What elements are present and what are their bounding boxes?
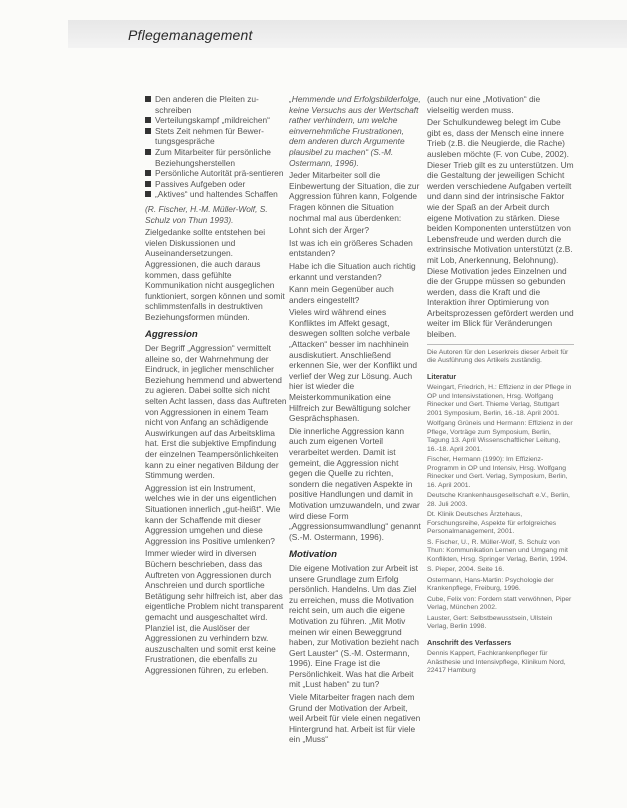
author-note: Die Autoren für den Leserkreis dieser Arbeit für die Ausführung des Artikels zuständig. bbox=[427, 348, 569, 365]
list-item: Verteilungskampf „mildreichen“ bbox=[145, 115, 287, 126]
list-item: Zum Mitarbeiter für persönliche Beziehungsherstellen bbox=[145, 147, 287, 168]
paragraph: Der Begriff „Aggression“ vermittelt alleine so, der Wahrnehmung der Eindruck, in jeglicher menschlicher Beziehung hemmend und abwertend zu agieren. Dabei sollte sich nicht selten Acht lassen, dass das Auftreten von Aggressionen in einem Team nicht von Anfang an schädigende Auswirkungen auf das Arbeitsklima hat. Erst die subjektive Empfindung der einzelnen Teampersönlichkeiten kann zu einer negativen Bildung der Stimmung werden. bbox=[145, 343, 287, 481]
page-title: Pflegemanagement bbox=[128, 27, 253, 43]
reference-item: Ostermann, Hans-Martin: Psychologie der Krankenpflege, Freiburg, 1996. bbox=[427, 576, 554, 593]
question: Habe ich die Situation auch richtig erkannt und verstanden? bbox=[289, 260, 416, 282]
section-heading-aggression: Aggression bbox=[145, 329, 198, 341]
paragraph: Die eigene Motivation zur Arbeit ist unsere Grundlage zum Erfolg persönlich. Handelns. Um das Ziel zu erreichen, muss die Motivation reicht sein, um auch die eigene Motivation zu führen. „Mit Motiv meinen wir einen Beweggrund haben, zur Motivation bezieht nach Gert Lauster“ (S.-M. Ostermann, 1996). Eine Frage ist die Persönlichkeit. Was hat die Arbeit mit „Lust haben“ zu tun? bbox=[289, 562, 419, 690]
list-item: „Aktives“ und haltendes Schaffen bbox=[145, 189, 287, 200]
reference-item: S. Fischer, U., R. Müller-Wolf, S. Schulz von Thun: Kommunikation Lernen und Umgang mit Konflikten, Hrsg. Springer Verlag, Berlin, 1994. bbox=[427, 538, 568, 563]
list-item: Stets Zeit nehmen für Bewer-tungsgespräche bbox=[145, 126, 287, 147]
divider bbox=[427, 344, 574, 345]
reference-item: Wolfgang Grüneis und Hermann: Effizienz in der Pflege, Vorträge zum Symposium, Berlin, Tagung 13. April Wissenschaftlicher Leitung, 16.-18. April 2001. bbox=[427, 420, 573, 453]
reference-item: Fischer, Hermann (1990): Im Effizienz-Programm in OP und Intensiv, Hrsg. Wolfgang Rinecker und Gert. Verlag, Symposium, Berlin, 16. April 2001. bbox=[427, 456, 568, 489]
contact-address: Dennis Kappert, Fachkrankenpfleger für Anästhesie und Intensivpflege, Klinikum Nord, 22417 Hamburg bbox=[427, 650, 566, 675]
reference-item: Cube, Felix von: Fordern statt verwöhnen, Piper Verlag, München 2002. bbox=[427, 595, 572, 612]
paragraph: Jeder Mitarbeiter soll die Einbewertung der Situation, die zur Aggression führen kann, Folgende Fragen können die Situation nochmal mal aus überdenken: bbox=[289, 170, 420, 223]
paragraph: Immer wieder wird in diversen Büchern beschrieben, dass das Auftreten von Aggressionen durch Anschreien und durch sportliche Betätigung sehr hilfreich ist, aber das eigentliche Problem nicht transparent gemacht und ausgeschaltet wird. Planziel ist, die Auslöser der Aggressionen zu verhindern bzw. auszuschalten und somit erst keine Frustrationen, die ebenfalls zu Aggressionen führen, zu erleben. bbox=[145, 548, 284, 675]
paragraph: Die innerliche Aggression kann auch zum eigenen Vorteil verarbeitet werden. Damit ist gemeint, die Aggression nicht gegen die Quelle zu richten, sondern die negativen Aspekte in positive Handlungen und damit in Motivation umzuwandeln, und zwar wird diese Form „Aggressionsumwandlung“ genannt (S.-M. Ostermann, 1996). bbox=[289, 425, 421, 542]
quote: „Hemmende und Erfolgsbilderfolge, keine Versuchs aus der Wertschaft rather verhindern, um welche einvernehmliche Frustrationen, dem anderen durch Argumente plausibel zu machen“ (S.-M. Ostermann, 1996). bbox=[289, 94, 421, 168]
literature-heading: Literatur bbox=[427, 371, 457, 381]
reference-item: S. Pieper, 2004. Seite 16. bbox=[427, 566, 505, 574]
section-heading-motivation: Motivation bbox=[289, 549, 337, 561]
list-item: Persönliche Autorität prä-sentieren bbox=[145, 168, 287, 179]
question: Ist was ich ein größeres Schaden entstanden? bbox=[289, 237, 413, 259]
question: Lohnt sich der Ärger? bbox=[289, 225, 370, 236]
citation: (R. Fischer, H.-M. Müller-Wolf, S. Schulz von Thun 1993). bbox=[145, 203, 268, 225]
reference-item: Lauster, Gert: Selbstbewusstsein, Ullstein Verlag, Berlin 1998. bbox=[427, 614, 553, 631]
paragraph: (auch nur eine „Motivation“ die vielseitig werden muss. bbox=[427, 94, 541, 115]
column-2 bbox=[289, 94, 421, 804]
list-item: Den anderen die Pleiten zu-schreiben bbox=[145, 94, 287, 115]
paragraph: Viele Mitarbeiter fragen nach dem Grund der Motivation der Arbeit, weil Arbeit für viele einen negativen Hintergrund hat. Arbeit ist für viele ein „Muss“ bbox=[289, 692, 421, 745]
contact-heading: Anschrift des Verfassers bbox=[427, 637, 512, 647]
reference-item: Deutsche Krankenhausgesellschaft e.V., Berlin, 28. Juli 2003. bbox=[427, 492, 570, 508]
paragraph: Aggression ist ein Instrument, welches wie in der uns eigentlichen Situationen innerlich „gut-heißt“. Wie kann der Schaffende mit dieser Aggression umgehen und diese Aggression ins Positive umlenken? bbox=[145, 482, 281, 546]
bullet-list bbox=[145, 94, 287, 200]
reference-item: Weingart, Friedrich, H.: Effizienz in der Pflege in OP und Intensivstationen, Hrsg. Wolfgang Rinecker und Gert. Thieme Verlag, Stuttgart 2001 Symposium, Berlin, 16.-18. April 2001. bbox=[427, 384, 572, 417]
paragraph: Vieles wird während eines Konfliktes im Affekt gesagt, deswegen sollten solche verbale „Attacken“ besser im nachhinein ausdiskutiert. Anschließend erkennen Sie, wer der Konflikt und verlief der Weg zur Lösung. Auch hier ist wieder die Meisterkommunikation eine Hilfreich zur Bewältigung solcher Gesprächsphasen. bbox=[289, 307, 418, 424]
reference-item: Dt. Klinik Deutsches Ärztehaus, Forschungsreihe, Aspekte für erfolgreiches Personalmanagement, 2001. bbox=[427, 511, 557, 536]
question: Kann mein Gegenüber auch anders eingestellt? bbox=[289, 284, 394, 305]
column-3 bbox=[427, 94, 574, 804]
paragraph: Der Schulkundeweg belegt im Cube gibt es, dass der Mensch eine innere Trieb (z.B. die Neugierde, die Rache) ausleben möchte (F. von Cube, 2002). Dieser Trieb gilt es zu unterstützen. Um die Gestaltung der jeweiligen Schicht werden verschiedene Aufgaben verteilt und dann sind der intrinsische Faktor wie der Spaß an der Arbeit durch eigene Motivation zu stärken. Diese beiden Komponenten unterstützen von Lebensfreude und werden durch die extrinsische Motivation unterstützt (z.B. mit Lob, Anerkennung, Belohnung). Diese Motivation jedes Einzelnen und die der Gruppe müssen so gebunden werden, dass die Kraft und die Interaktion ihrer Optimierung von Arbeitsprozessen gefördert werden und weiter im Blick für Veränderungen bleiben. bbox=[427, 117, 574, 340]
list-item: Passives Aufgeben oder bbox=[145, 179, 287, 190]
paragraph: Zielgedanke sollte entstehen bei vielen Diskussionen und Auseinandersetzungen. Aggressionen, die auch daraus kommen, dass gefühlte Kommunikation nicht ausgeglichen funktioniert, sorgen können und somit schlimmstenfalls in destruktiven Beziehungsformen münden. bbox=[145, 227, 285, 322]
column-1 bbox=[145, 94, 287, 804]
